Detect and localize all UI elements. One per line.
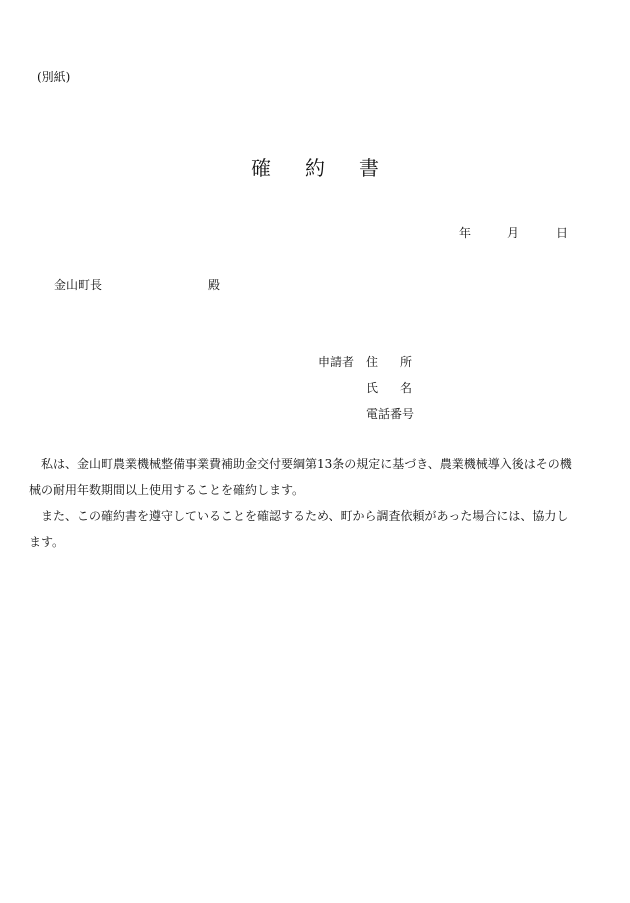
phone-field-label: 電話番号 (366, 407, 415, 421)
addressee-honorific: 殿 (208, 278, 221, 292)
date-day-label: 日 (556, 226, 569, 240)
address-label-part-2: 所 (400, 355, 413, 369)
name-label-part-2: 名 (400, 381, 413, 395)
name-field-label (366, 379, 412, 396)
date-month-label: 月 (507, 226, 520, 240)
title-char-1: 確 (251, 156, 271, 180)
body-paragraph-2 (29, 503, 577, 555)
addressee-name: 金山町長 (54, 278, 103, 292)
address-label-part-1: 住 (366, 355, 379, 369)
body-paragraph-2-text: また、この確約書を遵守していることを確認するため、町から調査依頼があった場合には、協力します。 (29, 509, 569, 549)
date-year-label: 年 (459, 226, 472, 240)
annex-label: (別紙) (37, 70, 71, 84)
title-char-3: 書 (359, 156, 379, 180)
name-label-part-1: 氏 (366, 381, 379, 395)
body-paragraph-1 (29, 451, 577, 503)
body-paragraph-1-text: 私は、金山町農業機械整備事業費補助金交付要綱第13条の規定に基づき、農業機械導入後はその機械の耐用年数期間以上使用することを確約します。 (29, 457, 572, 497)
document-title (0, 152, 630, 181)
address-field-label (366, 353, 412, 370)
title-char-2: 約 (305, 156, 325, 180)
applicant-label: 申請者 (318, 355, 355, 369)
